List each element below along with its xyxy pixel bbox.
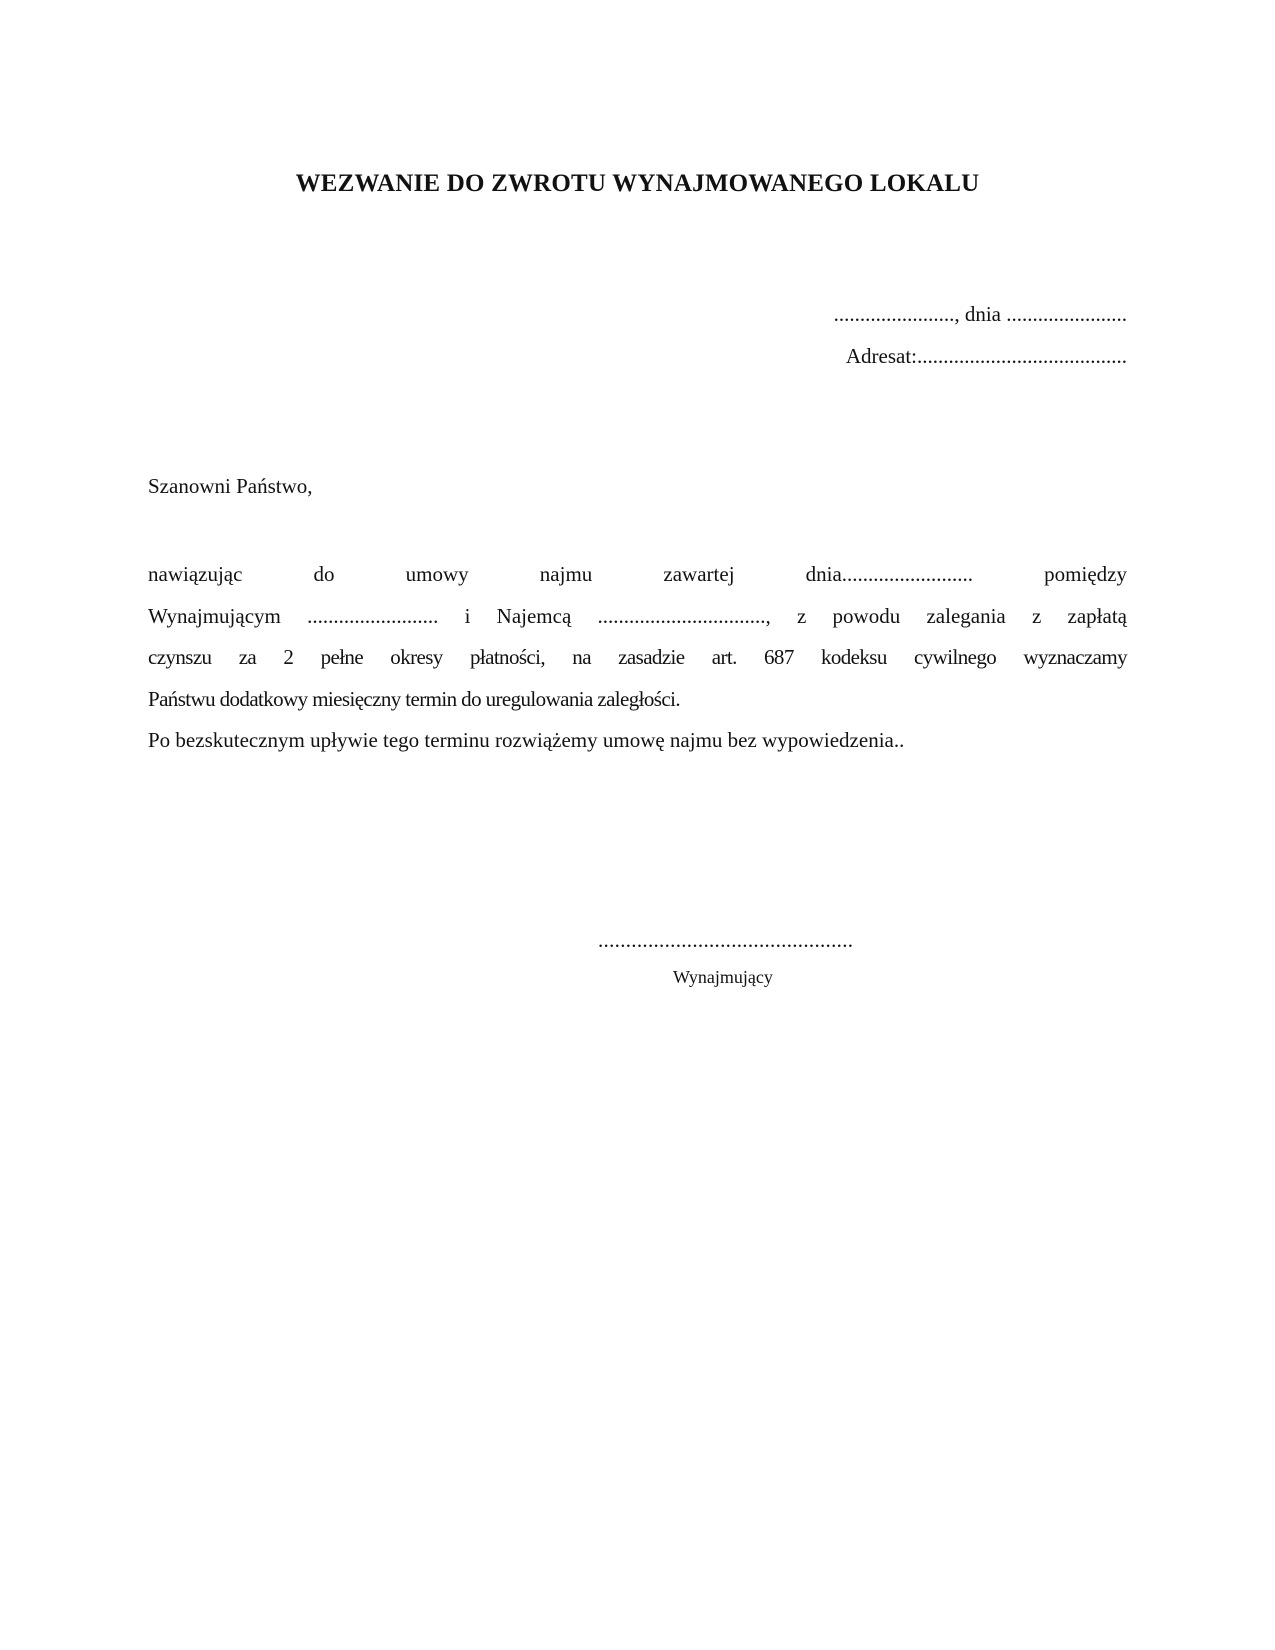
body-line-5: Po bezskutecznym upływie tego terminu rozwiążemy umowę najmu bez wypowiedzenia.. [148, 728, 905, 752]
addressee-line: Adresat:........................................ [845, 344, 1127, 368]
body-line-3: czynszu za 2 pełne okresy płatności, na zasadzie art. 687 kodeksu cywilnego wyznaczamy [148, 645, 1127, 669]
signature-label: Wynajmujący [673, 967, 773, 987]
document-title: WEZWANIE DO ZWROTU WYNAJMOWANEGO LOKALU [295, 170, 980, 197]
body-paragraph [148, 554, 1127, 762]
signature-line: .............................................. [598, 928, 854, 952]
body-line-4: Państwu dodatkowy miesięczny termin do uregulowania zaległości. [148, 686, 680, 711]
place-date-line: ......................., dnia ....................... [833, 302, 1127, 326]
body-line-2: Wynajmującym ......................... i Najemcą ................................, z powodu zalegania z zapłatą [148, 603, 1127, 628]
greeting: Szanowni Państwo, [148, 474, 313, 498]
body-line-1: nawiązując do umowy najmu zawartej dnia......................... pomiędzy [148, 562, 1127, 586]
